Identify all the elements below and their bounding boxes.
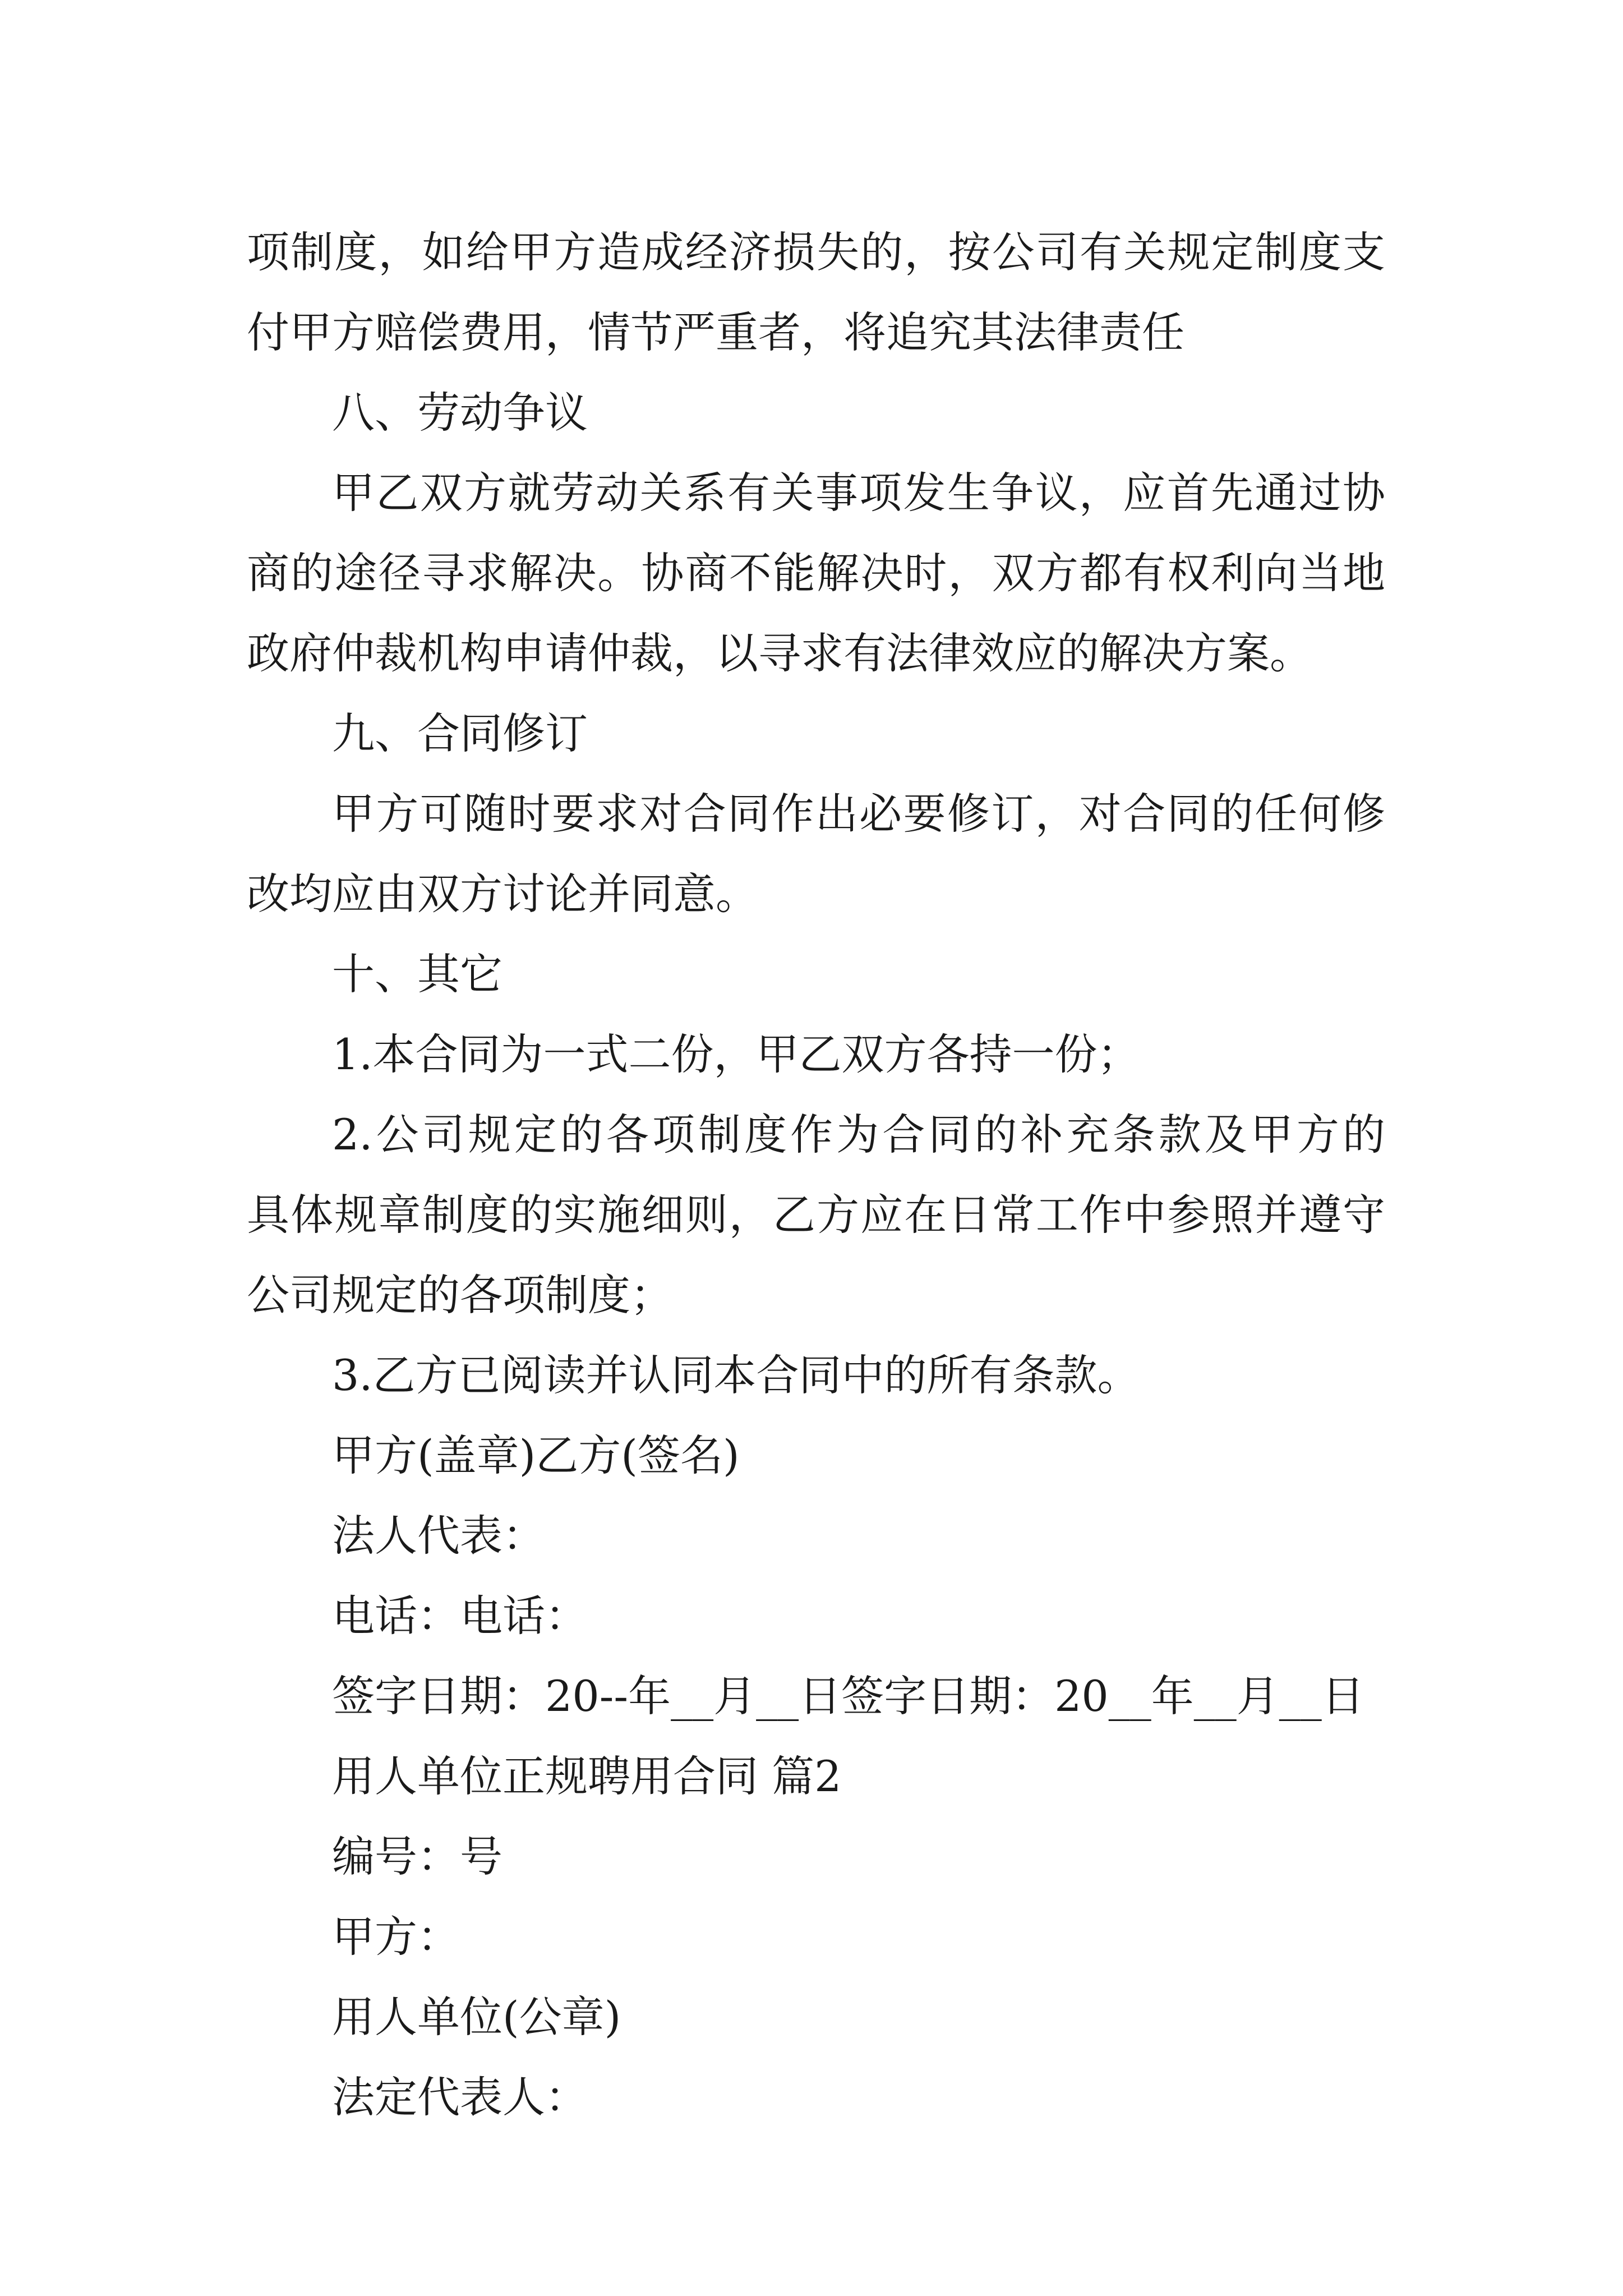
section-heading-labor-dispute: 八、劳动争议 xyxy=(332,388,588,438)
signature-party-line: 甲方(盖章)乙方(签名) xyxy=(332,1430,740,1480)
list-item: 1.本合同为一式二份，甲乙双方各持一份； xyxy=(332,1029,1140,1079)
paragraph-line: 具体规章制度的实施细则，乙方应在日常工作中参照并遵守 xyxy=(247,1190,1385,1240)
party-a-line: 甲方： xyxy=(332,1912,460,1962)
section-heading-contract-revision: 九、合同修订 xyxy=(332,708,588,758)
paragraph-line: 项制度，如给甲方造成经济损失的，按公司有关规定制度支 xyxy=(247,227,1385,277)
employer-seal-line: 用人单位(公章) xyxy=(332,1992,621,2042)
list-item: 3.乙方已阅读并认同本合同中的所有条款。 xyxy=(332,1350,1140,1400)
signing-date-line: 签字日期：20--年__月__日签字日期：20__年__月__日 xyxy=(332,1671,1364,1721)
paragraph-line: 政府仲裁机构申请仲裁，以寻求有法律效应的解决方案。 xyxy=(247,628,1312,678)
section-heading-other: 十、其它 xyxy=(332,949,502,999)
phone-line: 电话：电话： xyxy=(332,1591,588,1641)
paragraph-line: 付甲方赔偿费用，情节严重者，将追究其法律责任 xyxy=(247,307,1184,357)
paragraph-line: 公司规定的各项制度； xyxy=(247,1270,673,1320)
contract-title: 用人单位正规聘用合同 篇2 xyxy=(332,1751,842,1801)
contract-number-line: 编号：号 xyxy=(332,1832,502,1881)
list-item: 2.公司规定的各项制度作为合同的补充条款及甲方的 xyxy=(332,1110,1385,1159)
paragraph-line: 甲乙双方就劳动关系有关事项发生争议，应首先通过协 xyxy=(332,468,1385,518)
paragraph-line: 商的途径寻求解决。协商不能解决时，双方都有权利向当地 xyxy=(247,548,1385,598)
legal-representative-line: 法人代表： xyxy=(332,1511,545,1561)
paragraph-line: 甲方可随时要求对合同作出必要修订，对合同的任何修 xyxy=(332,789,1385,839)
paragraph-line: 改均应由双方讨论并同意。 xyxy=(247,869,758,919)
document-body xyxy=(247,212,1385,2137)
legal-representative-line: 法定代表人： xyxy=(332,2072,588,2122)
